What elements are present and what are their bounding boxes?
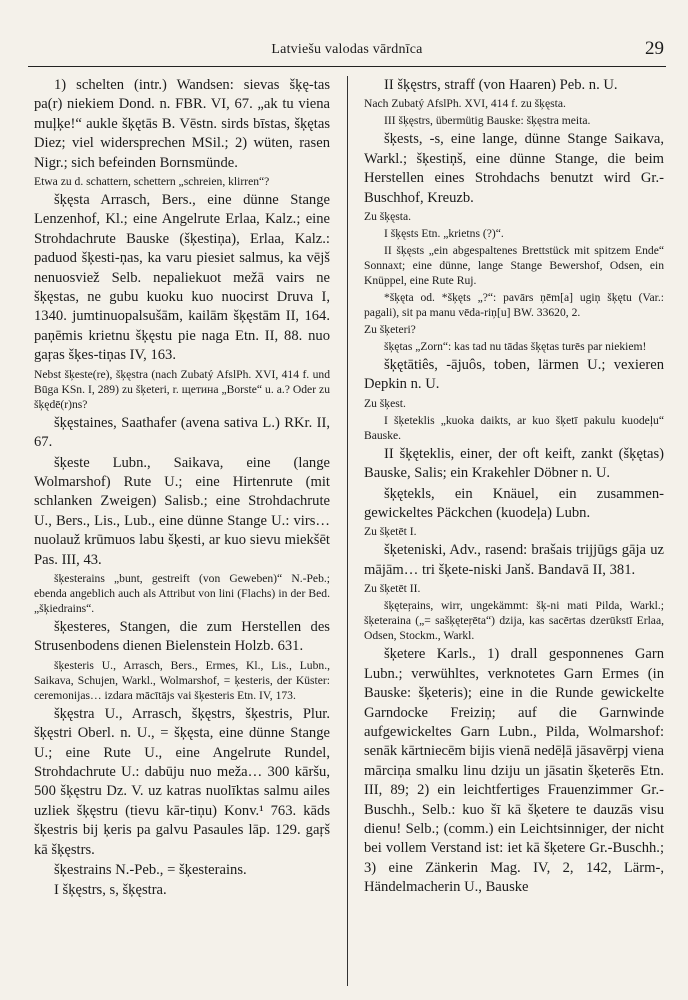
dictionary-entry: šķęstaines, Saathafer (avena sativa L.) RKr. II, 67.: [34, 414, 330, 451]
page-number: 29: [645, 38, 664, 59]
running-title: Latviešu valodas vārdnīca: [271, 42, 423, 57]
dictionary-entry: šķęsta Arrasch, Bers., eine dünne Stange Lenzenhof, Kl.; eine Angelrute Erlaa, Kalz.; eine Strohdachrute Bauske (šķestiņa), Erlaa, Kalz.: paduod šķesti-ņas, ka varu piesiet salmus, ka vējš nenuosviež Selb. nepaliekuot mežā vairs ne šķęstas, ne gubu kuoku kuo nuocirst Druva I, 1340. jumtinuopalsušām, kailām šķęstām II, 164. paņēmis krietnu šķęstu pie naga Etn. II, 88. nuo gaŗas šķes-tiņas IV, 163.: [34, 192, 330, 364]
etymology-note: šķesteris U., Arrasch, Bers., Ermes, Kl., Lis., Lubn., Saikava, Schujen, Warkl., Wolmarshof, = ķesteris, der Küster: ceremonijas… izdara mācītājs vai šķesteris Etn. IV, 173.: [34, 658, 330, 702]
etymology-note: šķętas „Zorn“: kas tad nu tādas šķętas turēs par niekiem!: [384, 340, 647, 354]
etymology-note: I šķęsts Etn. „krietns (?)“.: [384, 227, 504, 241]
etymology-note: Zu šķetēt II.: [364, 582, 421, 596]
dictionary-entry: šķeste Lubn., Saikava, eine (lange Wolmarshof) Rute U.; eine Hirtenrute (mit schlanken Zweigen) Salisb.; eine Strohdachrute U., Bers., Lis., Lub., eine dünne Stange U.: virs… nuolauž krūmuos labu šķesti, ar kuo sievu miekšēt Pas. III, 43.: [34, 454, 330, 568]
etymology-note: Zu šķęsta.: [364, 210, 412, 224]
etymology-note: Nebst šķeste(re), šķęstra (nach Zubatý AfslPh. XVI, 414 f. und Būga KSn. I, 289) zu šķeteri, r. щетина „Borste“ u. a.? Oder zu šķędē(r)ns?: [34, 367, 330, 411]
dictionary-entry: I šķęstrs, s, šķęstra.: [54, 882, 167, 899]
etymology-note: *šķęta od. *šķęts „?“: pavārs ņēm[a] ugiņ šķętu (Var.: pagali), sit pa manu vēda-riņ[u] BW. 33620, 2.: [364, 291, 664, 320]
dictionary-entry: šķesteres, Stangen, die zum Herstellen des Strusenbodens dienen Bielenstein Holzb. 631.: [34, 618, 330, 655]
column-divider: [347, 76, 348, 986]
etymology-note: Zu šķetēt I.: [364, 525, 417, 539]
etymology-note: Nach Zubatý AfslPh. XVI, 414 f. zu šķęsta.: [364, 97, 566, 111]
dictionary-entry: šķeteniski, Adv., rasend: brašais trijjūgs gāja uz mājām… tri šķete-niski Janš. Bandavā II, 381.: [364, 542, 664, 578]
dictionary-entry: II šķęteklis, einer, der oft keift, zankt (šķętas) Bauske, Salis; ein Krakehler Döbner n. U.: [364, 445, 664, 482]
left-column: [34, 76, 330, 902]
dictionary-entry: šķętekls, ein Knäuel, ein zusammen-gewickeltes Päckchen (kuodeļa) Lubn.: [364, 485, 664, 522]
etymology-note: Zu šķest.: [364, 396, 406, 410]
etymology-note: III šķęstrs, übermütig Bauske: šķęstra meita.: [384, 114, 591, 128]
etymology-note: Etwa zu d. schattern, schettern „schreien, klirren“?: [34, 175, 270, 189]
page-header: [28, 36, 666, 67]
etymology-note: Zu šķeteri?: [364, 323, 416, 337]
dictionary-entry: šķestrains N.-Peb., = šķesterains.: [54, 862, 247, 878]
dictionary-entry: šķętātiês, -ājuôs, toben, lärmen U.; vexieren Depkin n. U.: [364, 357, 664, 393]
right-column: [364, 76, 664, 899]
etymology-note: šķęteŗains, wirr, ungekämmt: šķ-ni mati Pilda, Warkl.; šķeteraina („= sašķęteŗēta“) dzija, kas sacērtas dzerūkstī Erlaa, Odsen, Stockm., Warkl.: [364, 599, 664, 643]
etymology-note: šķesterains „bunt, gestreift (von Geweben)“ N.-Peb.; ebenda angeblich auch als Attribut von lini (Flachs) in der Bed. „šķiedrains“.: [34, 571, 330, 615]
dictionary-entry: šķetere Karls., 1) drall gesponnenes Garn Lubn.; verwühltes, verknotetes Garn Ermes (in Bauske: šķeteris); eine in die Runde gewickelte Garndocke Freiziņ; auf die Garnwinde aufgewickeltes Garn Lubn., Pilda, Wolmarshof: senāk kārtniecēm bijis vienā nedēļā jāsavērpj viena mārciņa smalku linu dziju un jāsatin šķeterēs Etn. III, 89; 2) ein leichtfertiges Frauenzimmer Gr.-Buschh., Selb.: kuo šī kā šķetere te dauzās visu dienu! Selb.; (comm.) ein Leichtsinniger, der nicht bei vollem Verstand ist: iet kā šķetere Gr.-Buschh.; 3) eine Zänkerin Mag. IV, 2, 142, Lärm-, Händelmacherin U., Bauske: [364, 646, 664, 896]
etymology-note: I šķeteklis „kuoka daikts, ar kuo šķetī pakulu kuodeļu“ Bauske.: [364, 413, 664, 442]
dictionary-entry: 1) schelten (intr.) Wandsen: sievas šķę-tas pa(r) niekiem Dond. n. FBR. VI, 67. „ak tu viena muļķe!“ aukle šķętās B. Vēstn. sirds bīstas, šķętas Diez; viel widersprechen MSil.; 2) wüten, rasen Nigr.; sich befeinden Bornsmünde.: [34, 77, 330, 171]
etymology-note: II šķęsts „ein abgespaltenes Brettstück mit spitzem Ende“ Sonnaxt; eine dünne, lange Stange Bewershof, Odsen, ein Knüppel, eine Rute Ruj.: [364, 244, 664, 288]
dictionary-entry: šķests, -s, eine lange, dünne Stange Saikava, Warkl.; šķestiņš, eine dünne Stange, die beim Herstellen eines Strohdachs benutzt wird Gr.-Buschhof, Kreuzb.: [364, 131, 664, 206]
dictionary-entry: šķęstra U., Arrasch, šķęstrs, šķestris, Plur. šķęstri Oberl. n. U., = šķęsta, eine dünne Stange U.; eine Rute U., eine Angelrute Rundel, Strohdachrute U.: dabūju nuo mežа… 300 kāršu, 500 šķęstru Dz. V. uz katras nuolīktas salmu ailes uzliek šķęstru (tievu kār-tiņu) Konv.¹ 763. kāds šķestris bij ķeris pa galvu Pasaules lāp. 129. gaŗš kā šķęstrs.: [34, 705, 330, 858]
dictionary-entry: II šķęstrs, straff (von Haaren) Peb. n. U.: [384, 77, 618, 93]
